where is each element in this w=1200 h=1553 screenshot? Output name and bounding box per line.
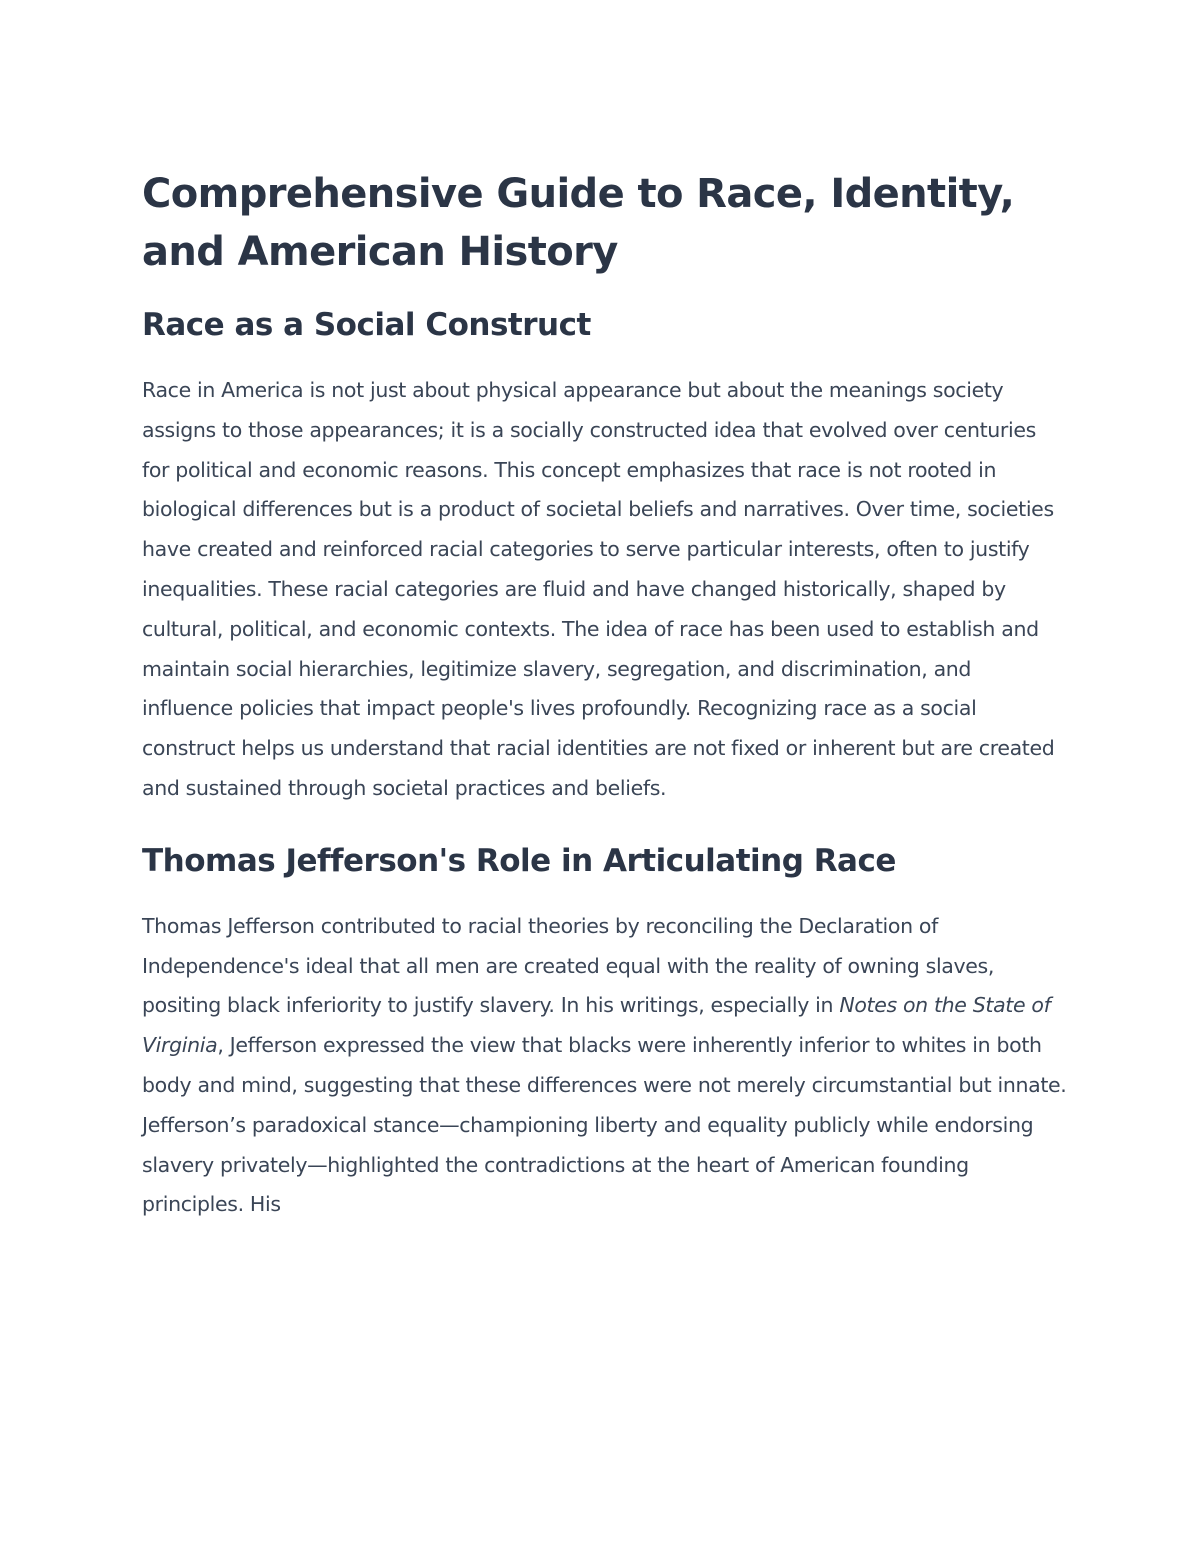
document-page (142, 165, 1067, 1225)
book-title-italic: Notes on the State of Virginia (142, 993, 1051, 1058)
document-title: Comprehensive Guide to Race, Identity, and American History (142, 171, 1015, 275)
section-heading-race-social-construct: Race as a Social Construct (142, 307, 591, 343)
section-paragraph-jefferson-role (142, 907, 1067, 1225)
section-heading-jefferson-role: Thomas Jefferson's Role in Articulating Race (142, 842, 896, 879)
paragraph-text-part: , Jefferson expressed the view that blacks were inherently inferior to whites in both body and mind, suggesting that these differences were not merely circumstantial but innate. Jefferson’s paradoxical stance—championing liberty and equality publicly while endorsing slavery privately—highlighted the contradictions at the heart of American founding principles. His (142, 1033, 1067, 1217)
paragraph-text-part: Thomas Jefferson contributed to racial theories by reconciling the Declaration of Independence's ideal that all men are created equal with the reality of owning slaves, positing black inferiority to justify slavery. In his writings, especially in (142, 913, 995, 1018)
section-paragraph-race-social-construct: Race in America is not just about physical appearance but about the meanings society assigns to those appearances; it is a socially constructed idea that evolved over centuries for political and economic reasons. This concept emphasizes that race is not rooted in biological differences but is a product of societal beliefs and narratives. Over time, societies have created and reinforced racial categories to serve particular interests, often to justify inequalities. These racial categories are fluid and have changed historically, shaped by cultural, political, and economic contexts. The idea of race has been used to establish and maintain social hierarchies, legitimize slavery, segregation, and discrimination, and influence policies that impact people's lives profoundly. Recognizing race as a social construct helps us understand that racial identities are not fixed or inherent but are created and sustained through societal practices and beliefs. (142, 378, 1055, 800)
